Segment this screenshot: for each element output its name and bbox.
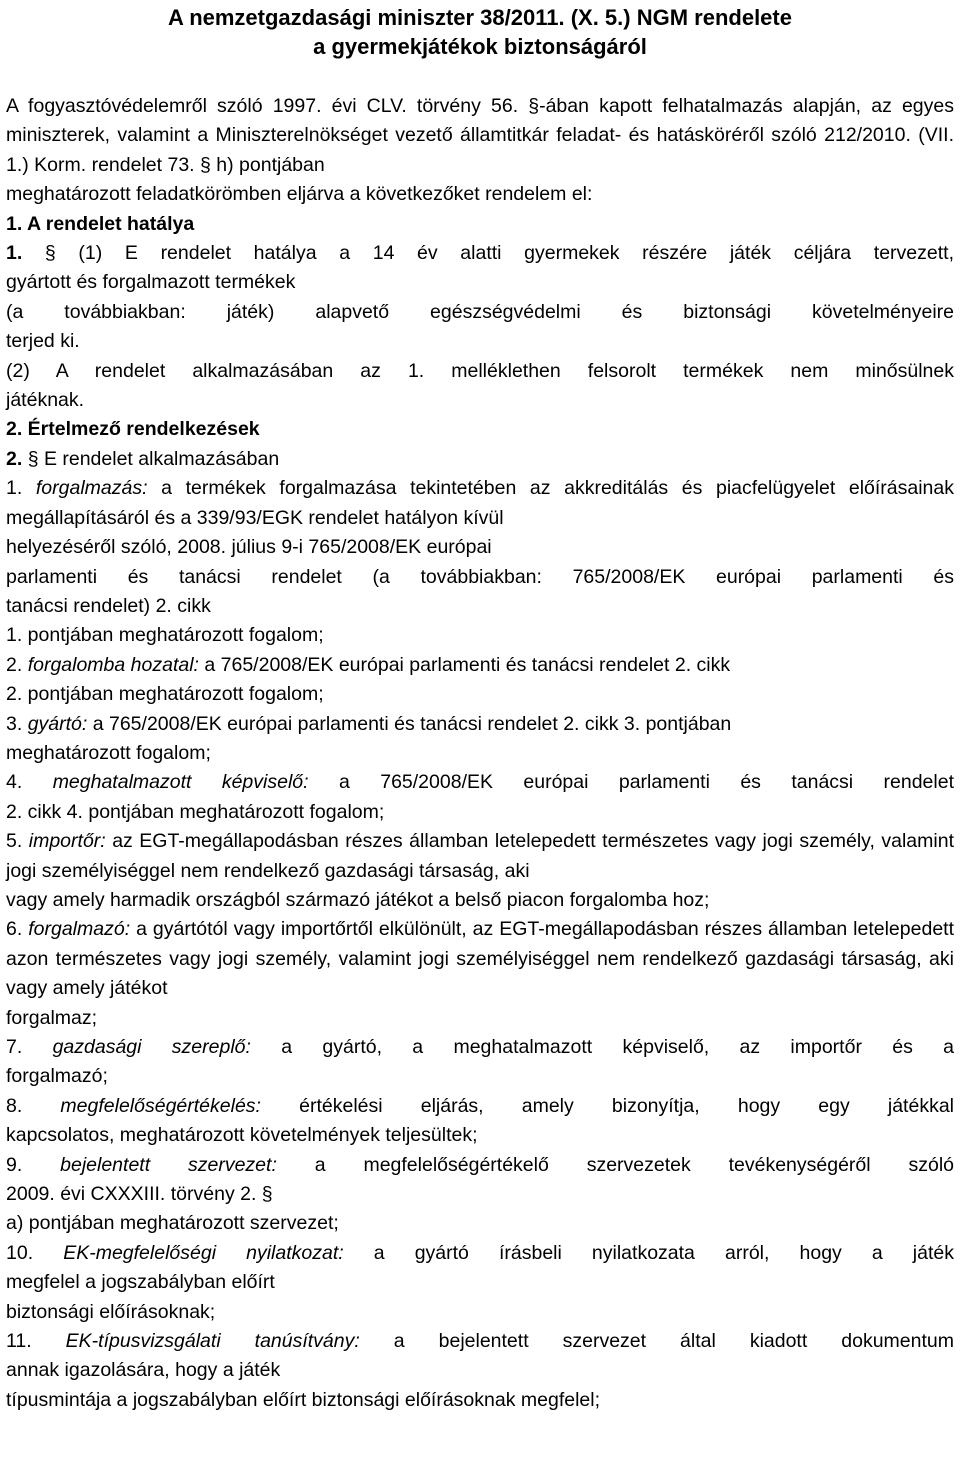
definition-number: 5. [6, 830, 23, 853]
definition-10-line-2: megfelel a jogszabályban előírt [6, 1271, 275, 1294]
definition-10 [6, 1239, 954, 1268]
definition-5 [6, 827, 954, 886]
definition-text: a gyártó, a meghatalmazott képviselő, az importőr és a [250, 1036, 954, 1058]
definition-term: EK-megfelelőségi nyilatkozat: [63, 1241, 344, 1264]
section-2-intro-text: § E rendelet alkalmazásában [27, 447, 280, 470]
paragraph-1-line-4: terjed ki. [6, 330, 80, 353]
definition-number: 11. [6, 1330, 32, 1353]
definition-9-line-2: 2009. évi CXXXIII. törvény 2. § [6, 1183, 273, 1206]
definition-6-line-2: forgalmaz; [6, 1006, 98, 1029]
definition-number: 2. [6, 653, 23, 676]
definition-number: 1. [6, 477, 23, 500]
definition-11-line-3: típusmintája a jogszabályban előírt biztonsági előírásoknak megfelel; [6, 1388, 601, 1411]
definition-text: a gyártótól vagy importőrtől elkülönült, az EGT-megállapodásban részes államban letelepedett azon természetes vagy jogi személy, valamint jogi személyiséggel nem rendelkező gazdasági társaság, aki vagy amely játékot [6, 918, 954, 1000]
document-title [6, 0, 954, 61]
definition-1-line-5: 1. pontjában meghatározott fogalom; [6, 624, 324, 647]
title-line-2: a gyermekjátékok biztonságáról [313, 34, 647, 59]
definition-9 [6, 1151, 954, 1180]
paragraph-1-text: § (1) E rendelet hatálya a 14 év alatti gyermekek részére játék céljára tervezett, [44, 242, 954, 265]
definition-text: a 765/2008/EK európai parlamenti és tanácsi rendelet 2. cikk [198, 653, 731, 676]
definition-number: 8. [6, 1094, 23, 1117]
definition-term: EK-típusvizsgálati tanúsítvány: [65, 1330, 360, 1353]
definition-text: a bejelentett szervezet által kiadott dokumentum [359, 1330, 954, 1353]
definition-7 [6, 1033, 954, 1062]
preamble-end: meghatározott feladatkörömben eljárva a következőket rendelem el: [6, 183, 593, 206]
definition-11-line-2: annak igazolására, hogy a játék [6, 1359, 281, 1382]
definition-8-line-2: kapcsolatos, meghatározott követelmények teljesültek; [6, 1124, 478, 1147]
definition-term: forgalomba hozatal: [27, 653, 199, 676]
definition-1 [6, 474, 954, 533]
definition-number: 3. [6, 712, 23, 735]
definition-number: 7. [6, 1036, 23, 1058]
definition-number: 9. [6, 1153, 23, 1176]
definition-8 [6, 1092, 954, 1121]
definition-6 [6, 915, 954, 1003]
section-2-number: 2. [6, 447, 23, 470]
definition-number: 10. [6, 1241, 34, 1264]
definition-term: gazdasági szereplő: [52, 1036, 251, 1058]
definition-1-line-2: helyezéséről szóló, 2008. július 9-i 765/2008/EK európai [6, 536, 492, 559]
section-1-heading: 1. A rendelet hatálya [6, 212, 195, 235]
definition-3-line-2: meghatározott fogalom; [6, 741, 211, 764]
definition-2 [6, 651, 954, 680]
definition-term: importőr: [28, 830, 106, 853]
definition-10-line-3: biztonsági előírásoknak; [6, 1300, 216, 1323]
definition-text: a gyártó írásbeli nyilatkozata arról, hogy a játék [343, 1241, 955, 1264]
definition-5-line-2: vagy amely harmadik országból származó játékot a belső piacon forgalomba hoz; [6, 888, 710, 911]
definition-text: az EGT-megállapodásban részes államban letelepedett természetes vagy jogi személy, valamint jogi személyiséggel nem rendelkező gazdasági társaság, aki [6, 830, 954, 882]
paragraph-1-number: 1. [6, 242, 23, 265]
paragraph-1-line-3: (a továbbiakban: játék) alapvető egészségvédelmi és biztonsági követelményeire [6, 300, 954, 323]
document-body [6, 92, 954, 1415]
section-2-intro [6, 445, 954, 474]
title-line-1: A nemzetgazdasági miniszter 38/2011. (X. 5.) NGM rendelete [168, 5, 792, 30]
paragraph-1-line-2: gyártott és forgalmazott termékek [6, 271, 296, 294]
definition-1-line-4: tanácsi rendelet) 2. cikk [6, 594, 211, 617]
definition-11 [6, 1327, 954, 1356]
paragraph-2-line-2: játéknak. [6, 389, 85, 412]
definition-text: a 765/2008/EK európai parlamenti és tanácsi rendelet [308, 771, 955, 794]
definition-4-line-2: 2. cikk 4. pontjában meghatározott fogalom; [6, 800, 385, 823]
definition-1-line-3: parlamenti és tanácsi rendelet (a továbbiakban: 765/2008/EK európai parlamenti és [6, 565, 954, 588]
paragraph-2-line-1: (2) A rendelet alkalmazásában az 1. melléklethen felsorolt termékek nem minősülnek [6, 359, 954, 382]
definition-7-line-2: forgalmazó; [6, 1065, 108, 1088]
definition-number: 4. [6, 771, 23, 794]
definition-term: megfelelőségértékelés: [60, 1094, 261, 1117]
definition-4 [6, 768, 954, 797]
definition-text: értékelési eljárás, amely bizonyítja, hogy egy játékkal [260, 1094, 954, 1117]
preamble: A fogyasztóvédelemről szóló 1997. évi CLV. törvény 56. §-ában kapott felhatalmazás alapján, az egyes miniszterek, valamint a Miniszterelnökséget vezető államtitkár feladat- és hatásköréről szóló 212/2010. (VII. 1.) Korm. rendelet 73. § h) pontjában [6, 95, 954, 176]
paragraph-1-line-1 [6, 239, 954, 268]
definition-text: a termékek forgalmazása tekintetében az akkreditálás és piacfelügyelet előírásainak megállapításáról és a 339/93/EGK rendelet hatályon kívül [6, 477, 954, 529]
definition-number: 6. [6, 918, 23, 941]
definition-text: a 765/2008/EK európai parlamenti és tanácsi rendelet 2. cikk 3. pontjában [87, 712, 732, 735]
definition-3 [6, 710, 954, 739]
definition-9-line-3: a) pontjában meghatározott szervezet; [6, 1212, 339, 1235]
definition-term: forgalmazás: [35, 477, 148, 500]
definition-term: forgalmazó: [28, 918, 131, 941]
definition-2-line-2: 2. pontjában meghatározott fogalom; [6, 683, 324, 706]
section-2-heading: 2. Értelmező rendelkezések [6, 418, 260, 441]
definition-term: gyártó: [27, 712, 88, 735]
definition-text: a megfelelőségértékelő szervezetek tevékenységéről szóló [276, 1153, 954, 1176]
definition-term: meghatalmazott képviselő: [52, 771, 309, 794]
definition-term: bejelentett szervezet: [60, 1153, 277, 1176]
